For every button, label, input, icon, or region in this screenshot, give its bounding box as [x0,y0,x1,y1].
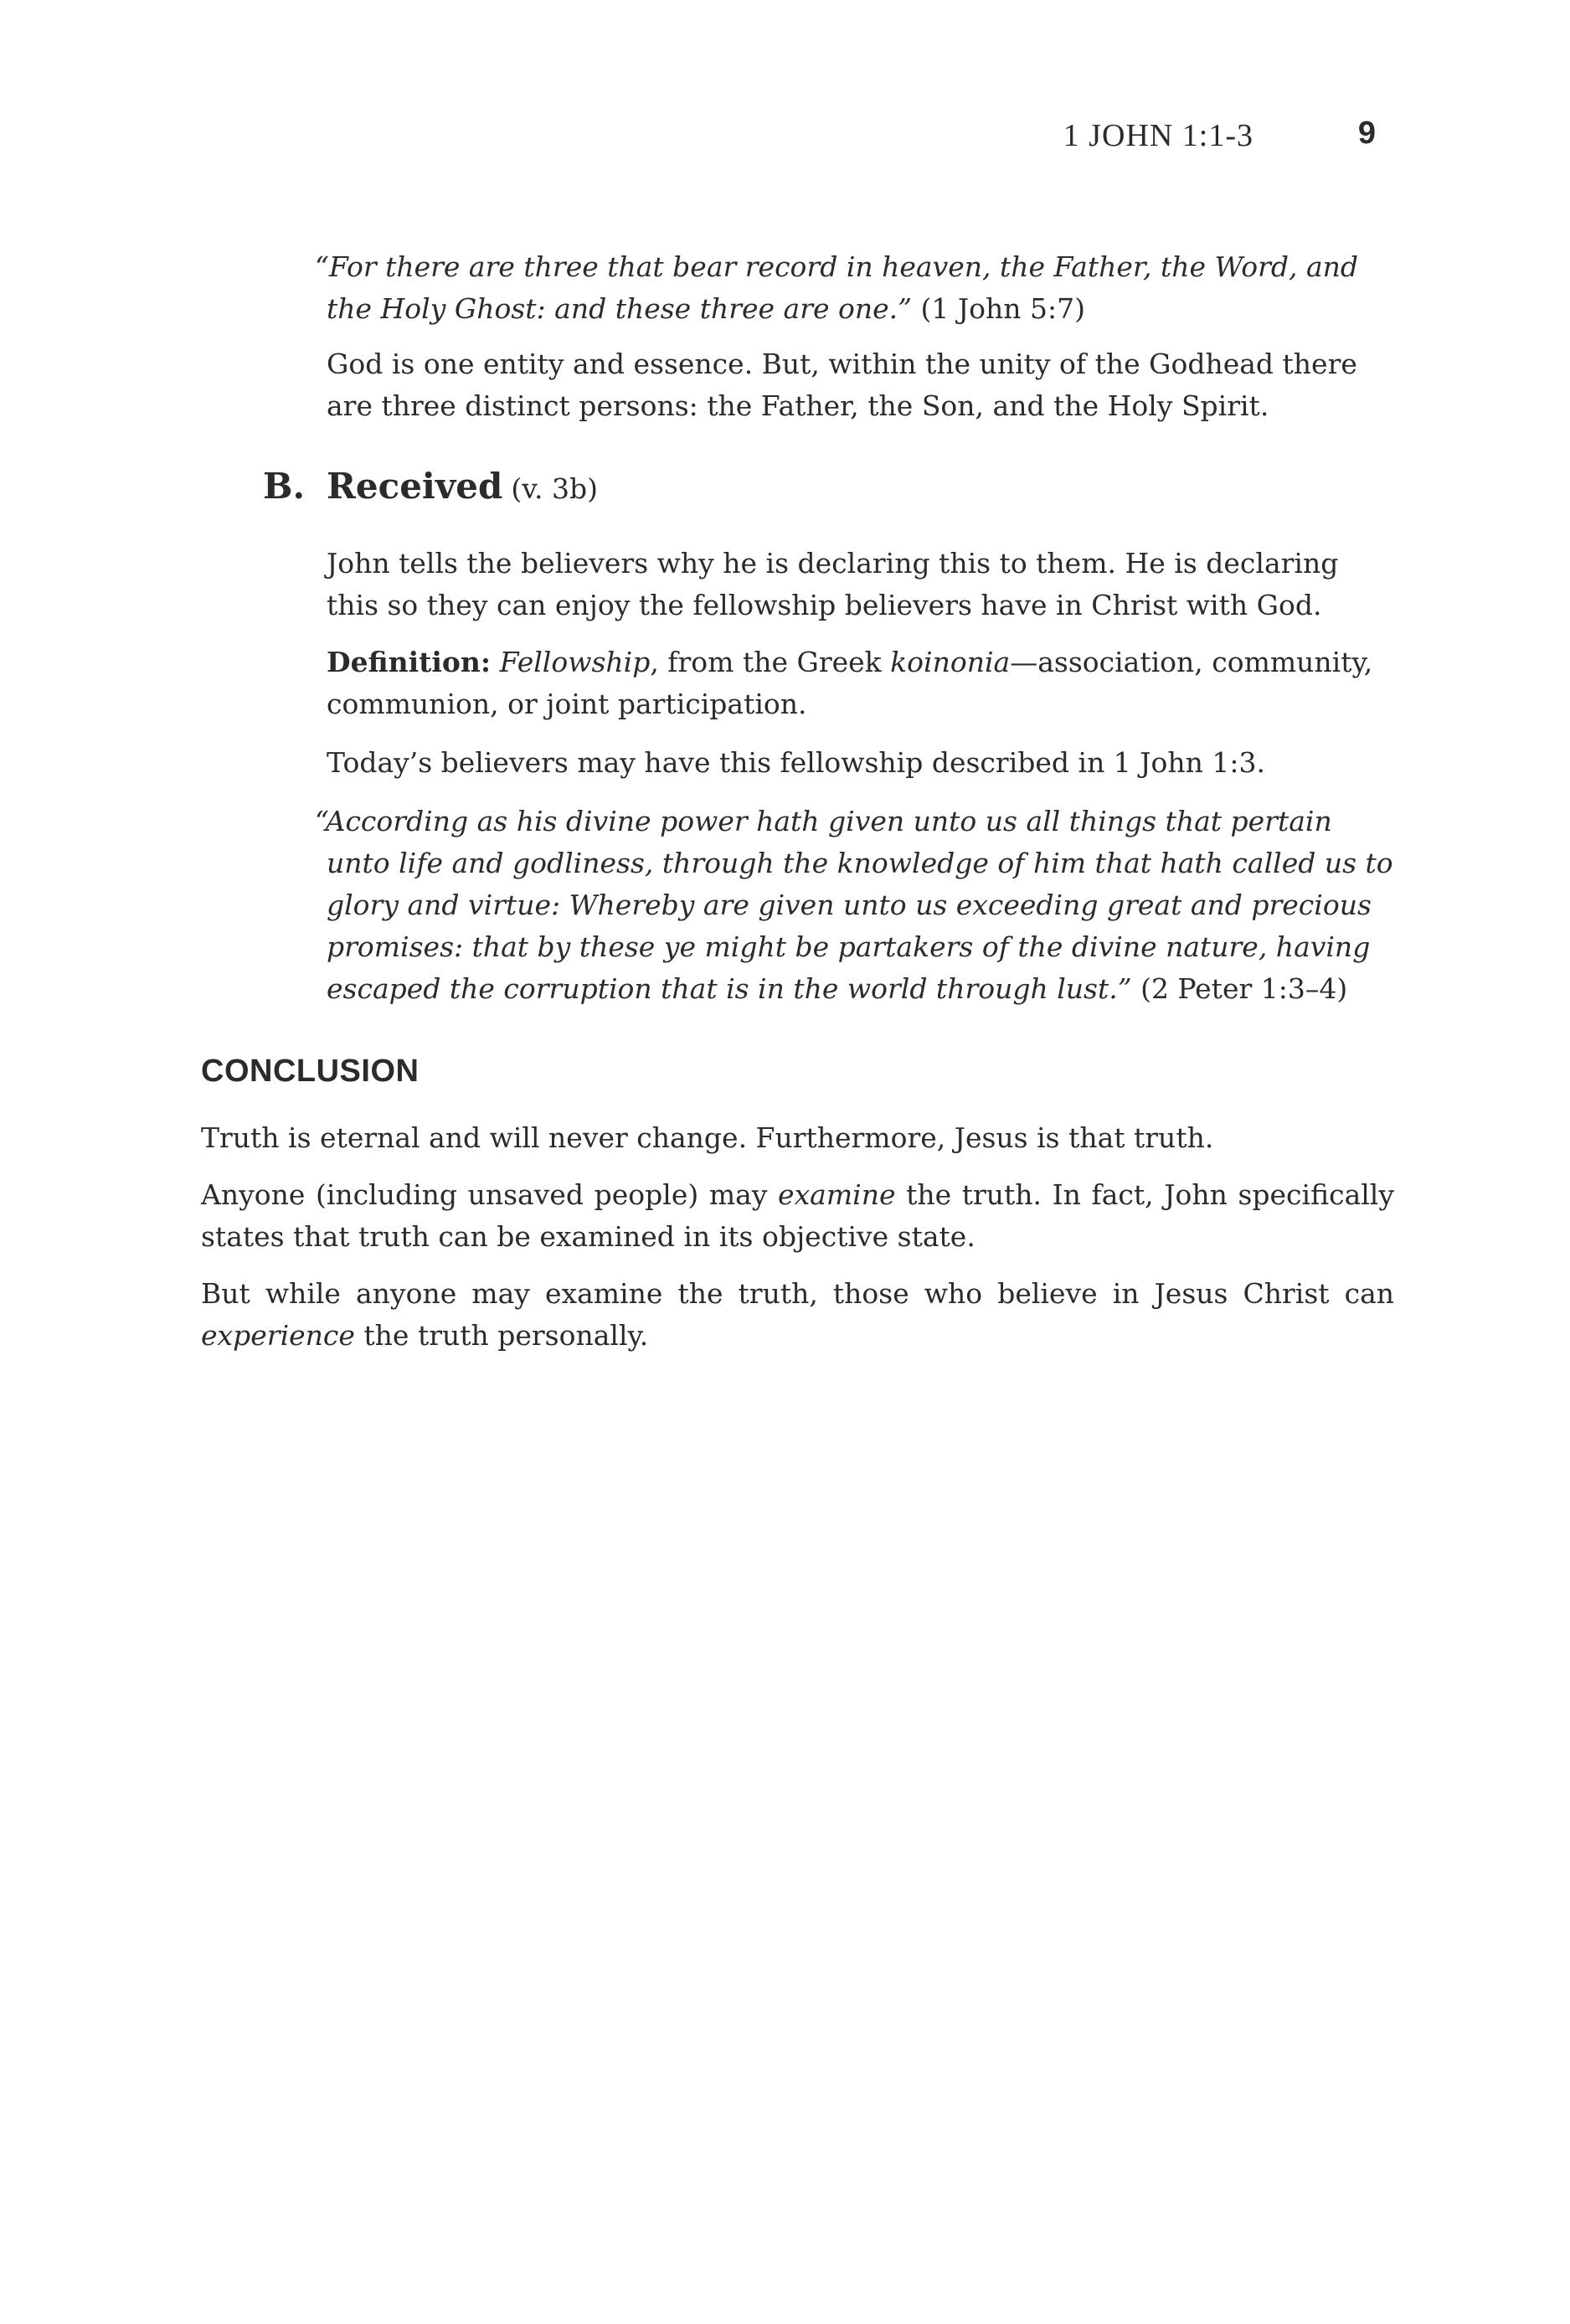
page-number: 9 [1357,116,1376,151]
definition-greek-word: koinonia [890,646,1011,678]
para3-end: the truth personally. [354,1319,649,1352]
section-title [327,466,598,507]
definition-label: Definition: [327,646,492,678]
quote-reference: (1 John 5:7) [912,292,1085,325]
running-head [0,117,1570,167]
paragraph-today: Today’s believers may have this fellowship described in 1 John 1:3. [327,746,1265,779]
definition-rest: —association, community, communion, or joint participation. [327,646,1373,720]
definition-term: Fellowship [499,646,651,678]
scripture-quote-1-john-5-7 [315,246,1394,330]
conclusion-heading: CONCLUSION [201,1054,420,1089]
para2-emphasis: examine [778,1178,896,1211]
section-heading-text: Received [327,466,503,507]
paragraph-godhead: God is one entity and essence. But, within the unity of the Godhead there are three distinct persons: the Father, the Son, and the Holy Spirit. [327,348,1357,422]
paragraph-john-tells: John tells the believers why he is declaring this to them. He is declaring this so they can enjoy the fellowship believers have in Christ with God. [327,547,1339,621]
quote-text: “According as his divine power hath given unto us all things that pertain unto life and godliness, through the knowledge of him that hath called us to glory and virtue: Whereby are given unto us exceeding great and precious promises: that by these ye might be partakers of the divine nature, having escaped the corruption that is in the world through lust.” [315,805,1393,1005]
definition-middle: , from the Greek [650,646,891,678]
para3-emphasis: experience [201,1319,355,1352]
quote-text: “For there are three that bear record in heaven, the Father, the Word, and the Holy Ghost: and these three are one.” [315,250,1359,325]
quote-reference: (2 Peter 1:3–4) [1131,972,1348,1005]
conclusion-paragraph-1: Truth is eternal and will never change. Furthermore, Jesus is that truth. [201,1121,1214,1154]
para2-end: the truth. In fact, John specifically states that truth can be examined in its objective state. [201,1178,1394,1253]
section-letter: B. [263,466,306,507]
conclusion-paragraph-2 [201,1174,1394,1258]
para3-start: But while anyone may examine the truth, those who believe in Jesus Christ can [201,1277,1394,1310]
paragraph-definition [327,642,1394,725]
scripture-quote-2-peter-1-3-4 [315,801,1394,1010]
section-verse-ref: (v. 3b) [511,472,598,505]
running-title: 1 JOHN 1:1-3 [1063,118,1253,153]
para2-start: Anyone (including unsaved people) may [201,1178,779,1211]
conclusion-paragraph-3 [201,1273,1394,1357]
section-b-heading [263,466,1017,516]
